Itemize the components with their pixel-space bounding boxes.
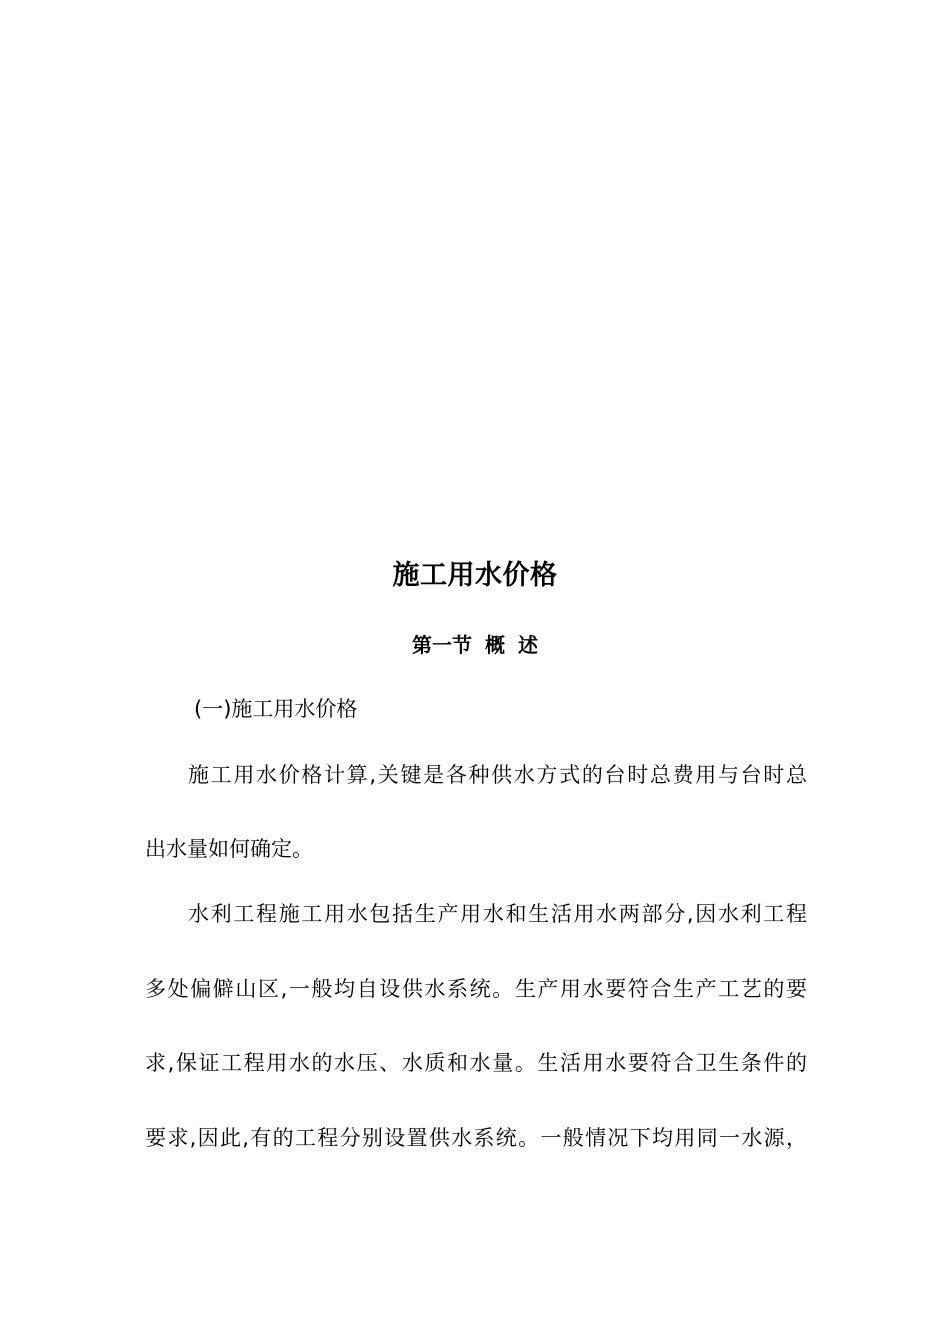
document-title: 施工用水价格 xyxy=(392,560,558,591)
paragraph-line: 出水量如何确定。 xyxy=(145,837,313,861)
subheading: (一)施工用水价格 xyxy=(194,697,358,721)
paragraph-line: 求,保证工程用水的水压、水质和水量。生活用水要符合卫生条件的 xyxy=(145,1051,807,1075)
paragraph-line: 要求,因此,有的工程分别设置供水系统。一般情况下均用同一水源， xyxy=(145,1126,807,1150)
section-title: 第一节 概 述 xyxy=(412,633,538,657)
paragraph-line: 施工用水价格计算,关键是各种供水方式的台时总费用与台时总 xyxy=(188,763,807,787)
paragraph-line: 多处偏僻山区,一般均自设供水系统。生产用水要符合生产工艺的要 xyxy=(145,977,807,1001)
paragraph-line: 水利工程施工用水包括生产用水和生活用水两部分,因水利工程 xyxy=(188,902,807,926)
